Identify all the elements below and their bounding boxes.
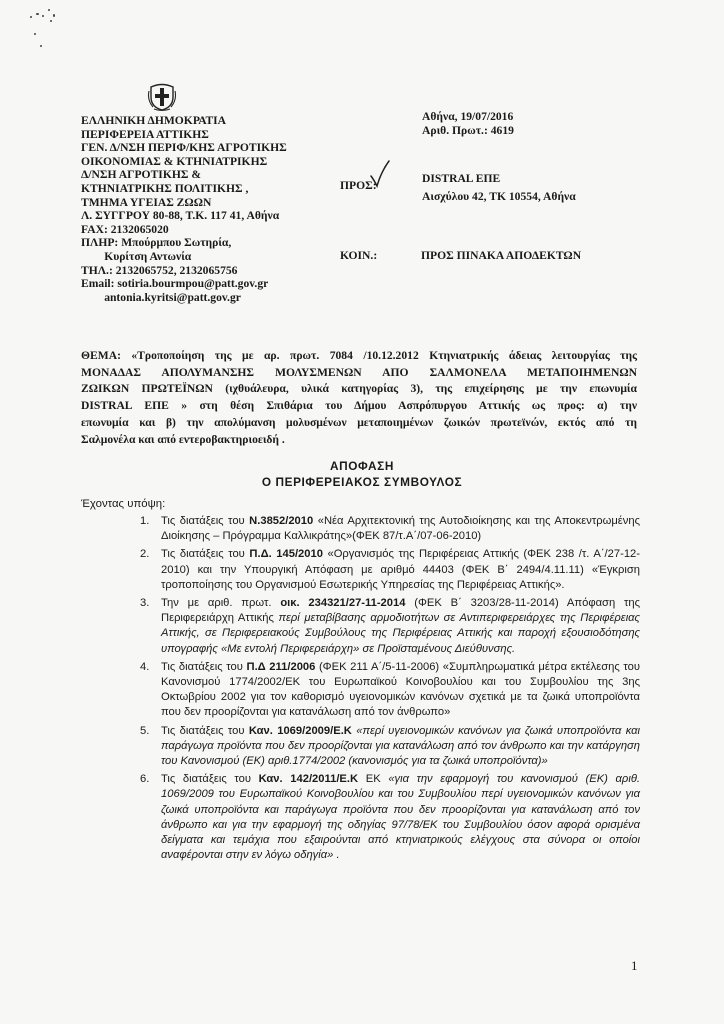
- sender-header-line: Κυρίτση Αντωνία: [81, 249, 192, 263]
- koin-value: ΠΡΟΣ ΠΙΝΑΚΑ ΑΠΟΔΕΚΤΩΝ: [421, 249, 582, 262]
- list-item-bold: Π.Δ 211/2006: [246, 660, 316, 673]
- koin-label: ΚΟΙΝ.:: [340, 249, 378, 262]
- list-item-bold: Π.Δ. 145/2010: [249, 548, 323, 561]
- sender-header-line: ΠΕΡΙΦΕΡΕΙΑ ΑΤΤΙΚΗΣ: [81, 127, 209, 141]
- sender-header-line: ΚΤΗΝΙΑΤΡΙΚΗΣ ΠΟΛΙΤΙΚΗΣ ,: [81, 181, 249, 195]
- list-item-pre: Τις διατάξεις του: [161, 660, 247, 673]
- handwritten-checkmark-icon: [369, 160, 391, 188]
- list-item: [140, 660, 640, 721]
- list-item: [140, 724, 640, 770]
- list-item-post: «Νέα Αρχιτεκτονική της Αυτοδιοίκησης και της Αποκεντρωμένης Διοίκησης – Πρόγραμμα Καλλικράτης»(ΦΕΚ 87/τ.Α΄/07-06-2010): [161, 515, 640, 543]
- list-item-pre: Τις διατάξεις του: [161, 724, 249, 737]
- sender-header-line: FAX: 2132065020: [81, 222, 169, 236]
- list-item: [140, 514, 640, 544]
- list-item-post: (ΦΕΚ Β΄ 3203/28-11-2014) Απόφαση της Περιφερειάρχη Αττικής: [161, 597, 641, 625]
- subject-line: ΜΟΝΑΔΑΣ ΑΠΟΛΥΜΑΝΣΗΣ ΜΟΛΥΣΜΕΝΩΝ ΑΠΟ ΣΑΛΜΟΝΕΛΑ ΜΕΤΑΠΟΙΗΜΕΝΩΝ: [81, 365, 637, 379]
- list-item-pre: Την με αριθ. πρωτ.: [161, 597, 281, 610]
- list-item-post: ΕΚ: [358, 773, 389, 786]
- list-item-number: 5.: [140, 724, 150, 737]
- list-item-italic: «για την εφαρμογή του κανονισμού (ΕΚ) αριθ. 1069/2009 του Ευρωπαϊκού Κοινοβουλίου και του Συμβουλίου περί υγειονομικών κανόνων για ζωικά υποπροϊόντα και παράγωγα προϊόντα που δεν προορίζονται για κατανάλωση από τον άνθρωπο και για την εφαρμογή της οδηγίας 97/78/ΕΚ του Συμβουλίου όσον αφορά ορισμένα δείγματα και τεμάχια που εξαιρούνται από κτηνιατρικούς ελέγχους στα σύνορα οι οποίοι αναφέρονται στην εν λόγω οδηγία» .: [161, 773, 640, 862]
- list-item-text: [161, 724, 640, 770]
- list-item-number: 6.: [140, 773, 150, 786]
- list-item-text: [161, 596, 640, 657]
- list-item-text: [161, 772, 640, 863]
- recipient-name: DISTRAL ΕΠΕ: [422, 172, 501, 185]
- protocol-number: Αριθ. Πρωτ.: 4619: [422, 123, 514, 137]
- subject-line: επωνυμία και β) την απολύμανση μολυσμένων μεταποιημένων ζωικών πρωτεϊνών, εκτός από τη: [81, 415, 637, 429]
- decision-heading: [0, 458, 724, 490]
- list-item-text: [161, 514, 640, 544]
- sender-header-line: ΕΛΛΗΝΙΚΗ ΔΗΜΟΚΡΑΤΙΑ: [81, 114, 227, 127]
- recipient-block: [422, 172, 576, 203]
- list-item-number: 1.: [140, 515, 150, 527]
- sender-header: [81, 114, 287, 304]
- scan-specks: [28, 6, 68, 51]
- having-regard-label: Έχοντας υπόψη:: [81, 498, 166, 510]
- list-item-bold: οικ. 234321/27-11-2014: [280, 597, 406, 610]
- pros-label: ΠΡΟΣ:: [340, 179, 377, 192]
- list-item-post: «Οργανισμός της Περιφέρειας Αττικής (ΦΕΚ 238 /τ. Α΄/27-12-2010) και την Υπουργική Απόφαση με αριθμό 44403 (ΦΕΚ Β΄ 2494/4.11.11) «Έγκριση τροποποίησης του Οργανισμού Εσωτερικής Υπηρεσίας της Περιφέρειας Αττικής».: [161, 548, 640, 591]
- greek-coat-of-arms-seal-icon: [147, 80, 177, 112]
- list-item-text: [161, 660, 640, 721]
- list-item-pre: Τις διατάξεις του: [161, 548, 250, 561]
- sender-header-line: Δ/ΝΣΗ ΑΓΡΟΤΙΚΗΣ &: [81, 168, 201, 182]
- list-item-italic: περί μεταβίβασης αρμοδιοτήτων σε Αντιπεριφερειάρχες της Περιφέρειας Αττικής, σε Περιφερειακούς Συμβούλους της Περιφέρειας Αττικής και παροχή εξουσιοδότησης υπογραφής «Με εντολή Περιφερειάρχη» σε Προϊσταμένους Διεύθυνσης.: [161, 612, 640, 655]
- list-item: [140, 596, 640, 657]
- list-item-text: [161, 547, 640, 593]
- subject-line: ΘΕΜΑ: «Τροποποίηση της με αρ. πρωτ. 7084 /10.12.2012 Κτηνιατρικής άδειας λειτουργίας της: [81, 349, 637, 362]
- list-item-italic: «περί υγειονομικών κανόνων για ζωικά υποπροϊόντα και παράγωγα προϊόντα που δεν προορίζονται για κατανάλωση από τον άνθρωπο και την κατάργηση του Κανονισμού (ΕΚ) αριθ.1774/2002 (κανονισμός για τα ζωικά υποπροϊόντα)»: [161, 724, 641, 768]
- list-item-bold: Καν. 142/2011/Ε.Κ: [258, 773, 359, 786]
- subject-paragraph: [81, 348, 637, 448]
- sender-header-line: antonia.kyritsi@patt.gov.gr: [81, 290, 241, 304]
- sender-header-line: Email: sotiria.bourmpou@patt.gov.gr: [81, 277, 269, 291]
- list-item: [140, 547, 640, 593]
- decision-title: ΑΠΟΦΑΣΗ: [330, 459, 394, 473]
- page-number: 1: [631, 958, 638, 973]
- decision-subtitle: Ο ΠΕΡΙΦΕΡΕΙΑΚΟΣ ΣΥΜΒΟΥΛΟΣ: [261, 475, 463, 489]
- list-item-number: 4.: [140, 660, 150, 673]
- recipient-address: Αισχύλου 42, ΤΚ 10554, Αθήνα: [422, 189, 576, 203]
- considerations-list: [140, 514, 640, 866]
- list-item-bold: Καν. 1069/2009/Ε.Κ: [248, 724, 352, 737]
- subject-line: Σαλμονέλα και από εντεροβακτηριοειδή .: [81, 432, 285, 446]
- sender-header-line: ΤΜΗΜΑ ΥΓΕΙΑΣ ΖΩΩΝ: [81, 195, 212, 209]
- list-item-pre: Τις διατάξεις του: [161, 773, 259, 786]
- list-item-number: 2.: [140, 548, 150, 561]
- sender-header-line: Λ. ΣΥΓΓΡΟΥ 80-88, Τ.Κ. 117 41, Αθήνα: [81, 209, 280, 223]
- sender-header-line: ΓΕΝ. Δ/ΝΣΗ ΠΕΡΙΦ/ΚΗΣ ΑΓΡΟΤΙΚΗΣ: [81, 141, 287, 155]
- list-item-post: (ΦΕΚ 211 Α΄/5-11-2006) «Συμπληρωματικά μέτρα εκτέλεσης του Κανονισμού 1774/2002/ΕΚ του Ευρωπαϊκού Κοινοβουλίου και του Συμβουλίου της 3ης Οκτωβρίου 2002 για τον καθορισμό υγειονομικών κανόνων σχετικά με τα ζωικά υποπροϊόντα που δεν προορίζονται για κατανάλωση από τον άνθρωπο»: [161, 660, 640, 719]
- list-item: [140, 772, 640, 863]
- sender-header-line: ΠΛΗΡ: Μπούρμπου Σωτηρία,: [81, 236, 232, 250]
- list-item-pre: Τις διατάξεις του: [161, 515, 250, 527]
- subject-line: DISTRAL ΕΠΕ » στη θέση Σπιθάρια του Δήμου Ασπρόπυργου Αττικής ως προς: α) την: [81, 399, 637, 413]
- list-item-number: 3.: [140, 597, 150, 610]
- document-date: Αθήνα, 19/07/2016: [422, 110, 514, 123]
- sender-header-line: ΤΗΛ.: 2132065752, 2132065756: [81, 263, 238, 277]
- sender-header-line: ΟΙΚΟΝΟΜΙΑΣ & ΚΤΗΝΙΑΤΡΙΚΗΣ: [81, 154, 268, 168]
- date-protocol-block: [422, 110, 514, 137]
- subject-line: ΖΩΙΚΩΝ ΠΡΩΤΕΪΝΩΝ (ιχθυάλευρα, υλικά κατηγορίας 3), της επιχείρησης με την επωνυμία: [81, 382, 637, 396]
- list-item-bold: Ν.3852/2010: [249, 515, 314, 527]
